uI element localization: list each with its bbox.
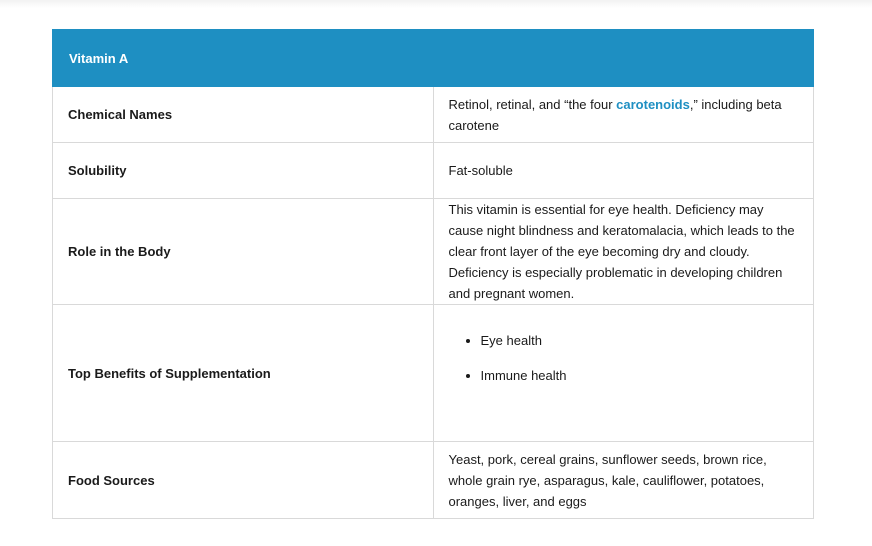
row-label: Chemical Names [53,87,434,143]
benefits-list [449,330,799,386]
row-label: Role in the Body [53,199,434,305]
table-header-row [53,30,814,87]
list-item: • Eye health [481,330,799,351]
table-row-benefits [53,305,814,442]
list-item: • Immune health [481,365,799,386]
row-value: Fat-soluble [433,143,814,199]
table-title: Vitamin A [53,30,814,87]
chemical-names-text-before: Retinol, retinal, and “the four [448,96,617,112]
vitamin-table [52,29,814,519]
row-value: This vitamin is essential for eye health. Deficiency may cause night blindness and keratomalacia, which leads to the clear front layer of the eye becoming dry and cloudy. Deficiency is especially problematic in developing children and pregnant women. [433,199,814,305]
top-divider [0,0,872,8]
table-row-food-sources [53,442,814,519]
row-value: Yeast, pork, cereal grains, sunflower seeds, brown rice, whole grain rye, asparagus, kale, cauliflower, potatoes, oranges, liver, and eggs [433,442,814,519]
table-row-chemical-names [53,87,814,143]
table-row-solubility [53,143,814,199]
chemical-names-text-after: ,” including beta carotene [448,96,782,133]
row-value [433,305,814,442]
row-label: Top Benefits of Supplementation [53,305,434,442]
carotenoids-link[interactable]: carotenoids [616,96,690,112]
table-row-role [53,199,814,305]
row-value [433,87,814,143]
row-label: Solubility [53,143,434,199]
row-label: Food Sources [53,442,434,519]
